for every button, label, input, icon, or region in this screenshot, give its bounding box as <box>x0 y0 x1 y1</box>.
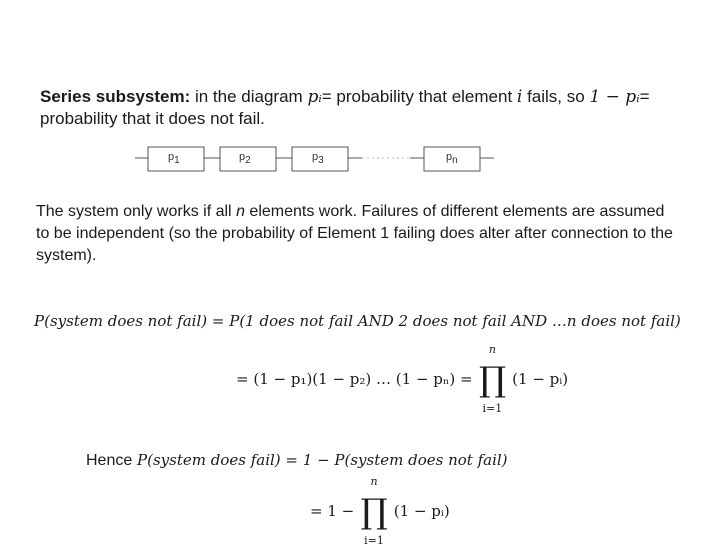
equation-product-expansion <box>236 343 569 415</box>
equation-3-text: P(system does fail) = 1 − P(system does not fail) <box>137 451 508 469</box>
intro-pi-symbol: pᵢ <box>307 87 322 107</box>
product-symbol: ∏ <box>478 360 506 400</box>
product-lower-limit: i=1 <box>482 402 503 415</box>
product-upper-limit-2: n <box>370 475 378 488</box>
series-diagram-lines <box>0 140 720 180</box>
element-label-1: $p_1$ <box>168 151 180 167</box>
paragraph-part2: elements work. Failures of different elements are assumed to be independent (so the probability of Element 1 failing does alter after connection to the system). <box>36 203 673 264</box>
product-upper-limit: n <box>488 343 496 356</box>
intro-text <box>40 86 690 129</box>
equation-system-not-fail <box>34 312 681 330</box>
element-label-n: $p_n$ <box>446 151 458 167</box>
equation-2-left: = (1 − p₁)(1 − p₂) … (1 − pₙ) = <box>236 370 473 388</box>
equation-4-right: (1 − pᵢ) <box>393 502 450 520</box>
hence-word: Hence <box>86 452 133 469</box>
intro-part3: fails, so <box>522 87 590 106</box>
equation-fail-product <box>310 475 450 547</box>
product-lower-limit-2: i=1 <box>364 534 384 547</box>
product-symbol-2: ∏ <box>360 492 388 532</box>
intro-part4: = probability that it does not fail. <box>40 87 650 128</box>
equation-system-fail <box>86 451 508 470</box>
series-diagram <box>0 140 720 180</box>
equation-1-text: P(system does not fail) = P(1 does not fail AND 2 does not fail AND …n does not fail) <box>34 312 681 330</box>
intro-part1: in the diagram <box>190 87 308 106</box>
element-label-3: $p_3$ <box>312 151 324 167</box>
product-operator <box>477 343 507 415</box>
paragraph-part1: The system only works if all <box>36 203 237 220</box>
intro-bold-lead: Series subsystem: <box>40 87 191 106</box>
paragraph-n-symbol: n <box>236 203 245 220</box>
intro-one-minus-pi: 1 − pᵢ <box>589 87 640 107</box>
equation-2-right: (1 − pᵢ) <box>512 370 569 388</box>
intro-part2: = probability that element <box>321 87 517 106</box>
explanation-paragraph <box>36 201 676 267</box>
product-operator-2 <box>359 475 389 547</box>
element-label-2: $p_2$ <box>239 151 251 167</box>
equation-4-left: = 1 − <box>310 502 355 520</box>
intro-i-symbol: i <box>516 87 523 107</box>
